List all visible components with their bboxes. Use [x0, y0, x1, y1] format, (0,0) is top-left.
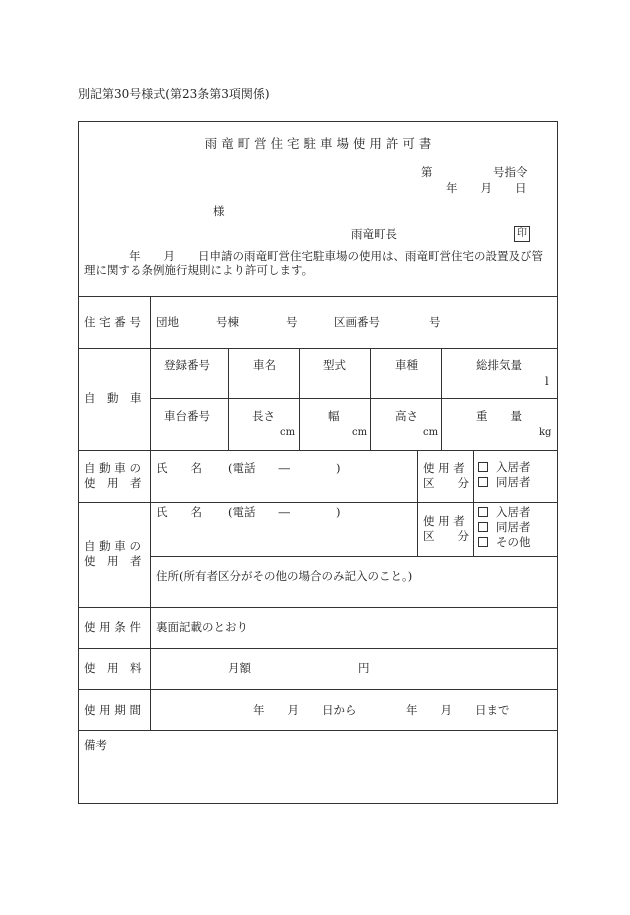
fee-yen: 円	[358, 661, 370, 675]
user2-label-line1: 自 動 車 の	[84, 539, 141, 553]
jutaku-label: 住 宅 番 号	[84, 315, 141, 329]
checkbox-icon[interactable]	[478, 462, 488, 472]
car-unit-width: cm	[352, 427, 368, 438]
user1-phone-label: (電話 ― )	[228, 461, 341, 475]
car-header-registration: 登録番号	[164, 358, 210, 372]
car-header-displacement: 総排気量	[476, 358, 522, 372]
user1-option-cohabitant[interactable]: 同居者	[478, 477, 531, 489]
jutaku-gou: 号	[286, 315, 298, 329]
car-header-width: 幅	[328, 409, 340, 423]
checkbox-icon[interactable]	[478, 477, 488, 487]
form-header-note: 別記第30号様式(第23条第3項関係)	[78, 87, 270, 101]
order-number-suffix: 号指令	[493, 165, 528, 179]
order-date: 年 月 日	[446, 181, 527, 195]
order-dai: 第	[421, 165, 433, 179]
user2-kubun-line1: 使 用 者	[423, 514, 465, 528]
car-label: 自 動 車	[84, 391, 142, 405]
jutaku-gou2: 号	[429, 315, 441, 329]
form-title: 雨 竜 町 営 住 宅 駐 車 場 使 用 許 可 書	[204, 136, 432, 151]
conditions-label: 使 用 条 件	[84, 620, 141, 634]
user2-name-label: 氏 名	[156, 505, 202, 519]
car-header-weight: 重 量	[476, 409, 522, 423]
fee-monthly: 月額	[228, 661, 251, 675]
car-displacement-unit: l	[545, 374, 549, 388]
checkbox-icon[interactable]	[478, 537, 488, 547]
conditions-value: 裏面記載のとおり	[156, 620, 248, 634]
car-unit-length: cm	[280, 427, 296, 438]
remarks-label: 備考	[84, 738, 107, 752]
user2-address-note: 住所(所有者区分がその他の場合のみ記入のこと。)	[156, 569, 413, 583]
user2-label-line2: 使 用 者	[84, 554, 142, 568]
user2-phone-label: (電話 ― )	[228, 505, 341, 519]
user2-option-resident[interactable]: 入居者	[478, 507, 531, 519]
user1-label-line2: 使 用 者	[84, 476, 142, 490]
user1-label-line1: 自 動 車 の	[84, 461, 141, 475]
jutaku-danchi: 団地	[156, 315, 179, 329]
car-header-chassis: 車台番号	[164, 409, 210, 423]
fee-label: 使 用 料	[84, 661, 142, 675]
jutaku-gotou: 号棟	[216, 315, 239, 329]
checkbox-icon[interactable]	[478, 507, 488, 517]
user1-kubun-line1: 使 用 者	[423, 461, 465, 475]
car-header-model: 型式	[323, 358, 346, 372]
checkbox-icon[interactable]	[478, 522, 488, 532]
seal-mark: 印	[514, 226, 530, 242]
user1-option-resident[interactable]: 入居者	[478, 462, 531, 474]
permit-text-line1: 年 月 日申請の雨竜町営住宅駐車場の使用は、雨竜町営住宅の設置及び管	[129, 249, 543, 263]
addressee-sama: 様	[213, 204, 225, 218]
car-header-height: 高さ	[395, 409, 418, 423]
issuer-name: 雨竜町長	[351, 227, 397, 241]
period-to: 年 月 日まで	[406, 703, 510, 717]
car-header-length: 長さ	[252, 409, 275, 423]
user1-name-label: 氏 名	[156, 461, 202, 475]
permit-text-line2: 理に関する条例施行規則により許可します。	[84, 263, 314, 277]
period-from: 年 月 日から	[253, 703, 357, 717]
user1-kubun-line2: 区 分	[423, 476, 469, 490]
car-header-name: 車名	[253, 358, 276, 372]
user2-kubun-line2: 区 分	[423, 529, 469, 543]
jutaku-kukaku: 区画番号	[334, 315, 380, 329]
user2-option-cohabitant[interactable]: 同居者	[478, 522, 531, 534]
car-unit-height: cm	[423, 427, 439, 438]
period-label: 使 用 期 間	[84, 703, 141, 717]
user2-option-other[interactable]: その他	[478, 537, 531, 549]
car-unit-weight: kg	[539, 427, 552, 438]
car-header-type: 車種	[395, 358, 418, 372]
